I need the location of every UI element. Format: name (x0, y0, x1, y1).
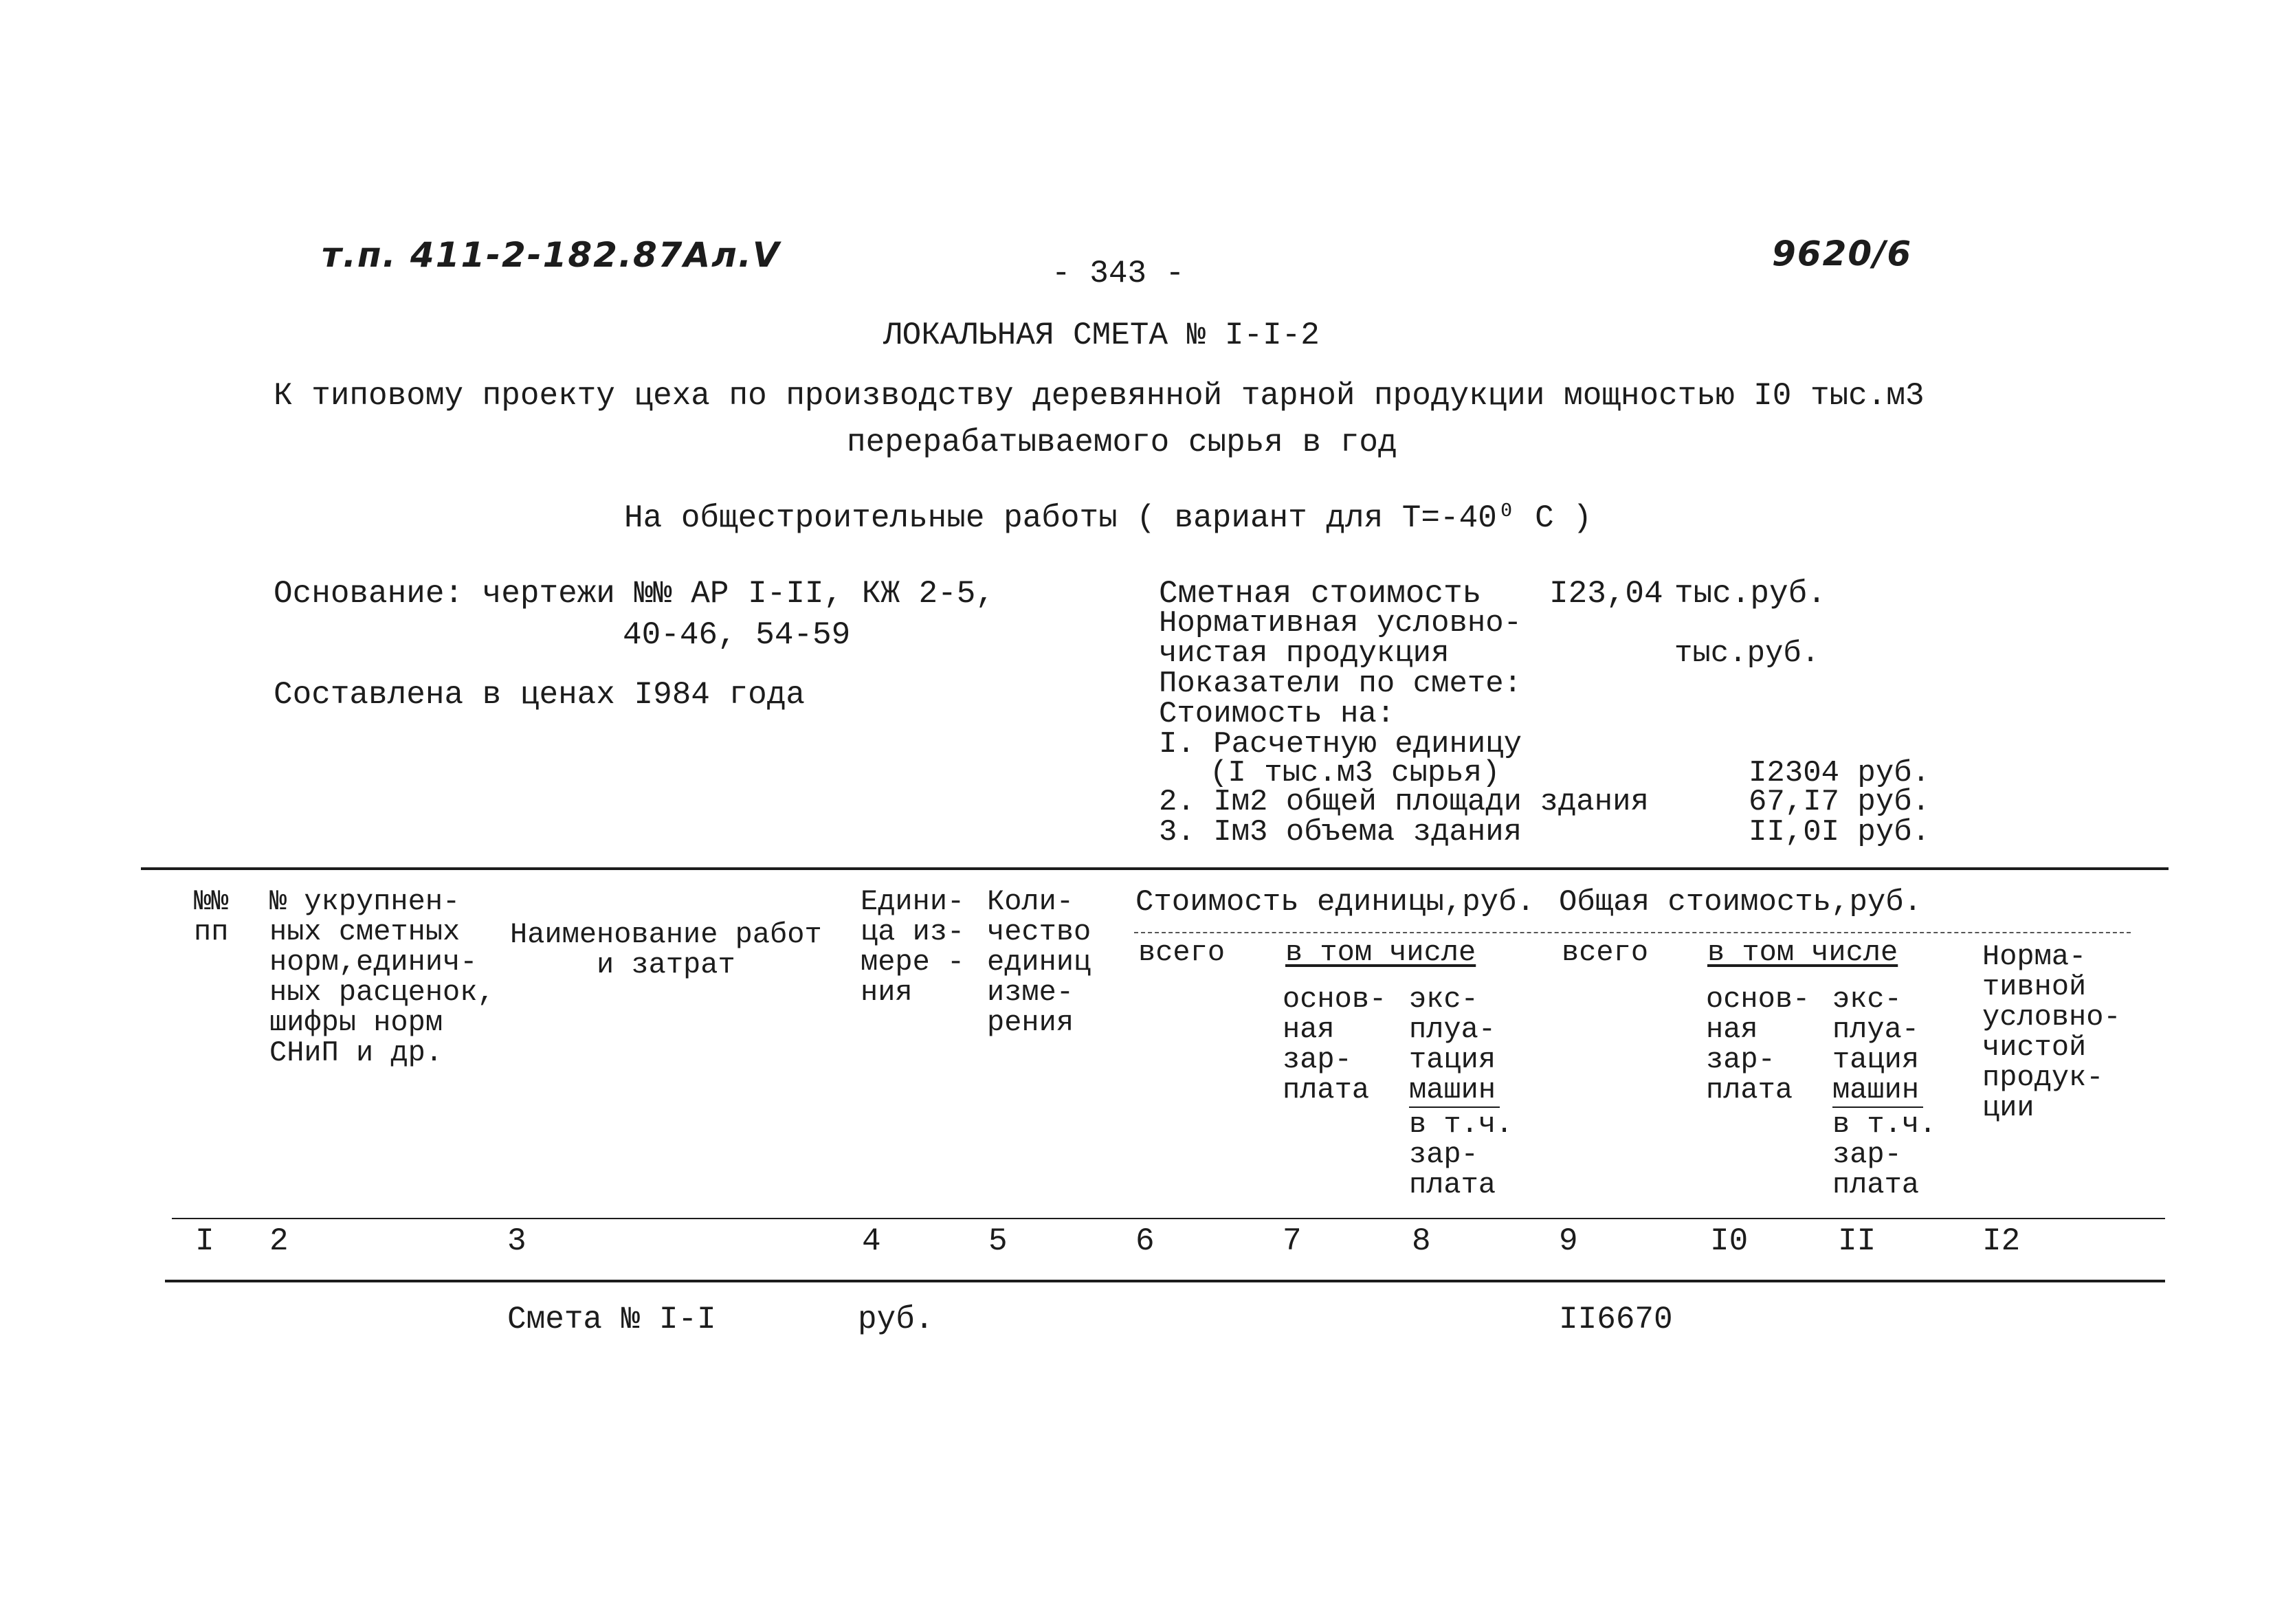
document-title: ЛОКАЛЬНАЯ СМЕТА № I-I-2 (883, 318, 1320, 353)
column-number-1: I (195, 1223, 214, 1259)
header-total-base-salary: основ- ная зар- плата (1706, 983, 1810, 1106)
column-numbers-rule (165, 1280, 2165, 1282)
row-1-name: Смета № I-I (507, 1302, 716, 1337)
header-col-work-name: Наименование работ и затрат (510, 918, 822, 981)
column-number-3: 3 (507, 1223, 526, 1259)
row-1-unit: руб. (858, 1302, 934, 1337)
column-number-11: II (1838, 1223, 1876, 1259)
estimated-cost-value: I23,04 (1549, 576, 1663, 612)
column-number-12: I2 (1982, 1223, 2021, 1259)
header-col-norm-code: № укрупнен- ных сметных норм,единич- ных расценок, шифры норм СНиП и др. (269, 885, 495, 1069)
estimated-cost-label: Сметная стоимость (1159, 576, 1482, 612)
indicator-1-label: I. Расчетную единицу (1159, 727, 1522, 761)
normative-label-2: чистая продукция (1159, 636, 1450, 671)
estimated-cost-unit: тыс.руб. (1674, 576, 1826, 612)
column-number-10: I0 (1710, 1223, 1749, 1259)
header-total-total: всего (1562, 936, 1649, 969)
prices-note: Составлена в ценах I984 года (274, 677, 805, 713)
normative-unit: тыс.руб. (1674, 636, 1820, 671)
basis-label: Основание: чертежи №№ АР I-II, КЖ 2-5, (274, 576, 995, 612)
work-type: На общестроительные работы ( вариант для T=-40⁰ С ) (624, 500, 1592, 536)
indicator-2-value: 67,I7 руб. (1749, 785, 1931, 819)
row-1-total-cost: II6670 (1559, 1302, 1673, 1337)
subtitle-line-1: К типовому проекту цеха по производству деревянной тарной продукции мощностью I0 тыс.м3 (274, 378, 1925, 414)
inventory-number: 9620/6 (1772, 234, 1913, 274)
page-number: - 343 - (1052, 256, 1185, 291)
header-total-incl-salary: в т.ч. зар- плата (1832, 1108, 1937, 1201)
header-unit-machine-operation: экс- плуа- тация машин (1409, 983, 1496, 1106)
column-number-8: 8 (1412, 1223, 1431, 1259)
header-col-normative: Норма- тивной условно- чистой продук- ции (1982, 940, 2121, 1124)
project-code: т.п. 411-2-182.87Ал.V (322, 235, 781, 275)
indicators-label: Показатели по смете: (1159, 667, 1522, 701)
basis-drawings: 40-46, 54-59 (623, 617, 851, 653)
group-header-rule (1134, 932, 2131, 933)
column-number-2: 2 (269, 1223, 289, 1259)
indicator-3-value: II,0I руб. (1749, 815, 1931, 849)
column-number-5: 5 (988, 1223, 1008, 1259)
header-unit-total: всего (1138, 936, 1226, 969)
header-col-number: №№ пп (194, 885, 229, 948)
column-number-4: 4 (862, 1223, 881, 1259)
header-total-cost-group: Общая стоимость,руб. (1559, 885, 1922, 920)
indicator-1-value: I2304 руб. (1749, 756, 1931, 790)
column-number-9: 9 (1559, 1223, 1578, 1259)
header-col-quantity: Коли- чество единиц изме- рения (987, 885, 1091, 1039)
header-unit-incl-salary: в т.ч. зар- плата (1409, 1108, 1514, 1201)
header-col-unit: Едини- ца из- мере - ния (861, 885, 965, 1009)
header-unit-cost-group: Стоимость единицы,руб. (1135, 885, 1535, 920)
column-number-7: 7 (1283, 1223, 1302, 1259)
header-total-machine-operation: экс- плуа- тация машин (1832, 983, 1920, 1106)
cost-per-label: Стоимость на: (1159, 697, 1395, 731)
header-bottom-rule (172, 1218, 2165, 1219)
indicator-1-sublabel: (I тыс.м3 сырья) (1210, 756, 1500, 790)
header-unit-base-salary: основ- ная зар- плата (1283, 983, 1387, 1106)
indicator-3-label: 3. Iм3 объема здания (1159, 815, 1522, 849)
normative-label-1: Нормативная условно- (1159, 606, 1522, 641)
column-number-6: 6 (1135, 1223, 1155, 1259)
subtitle-line-2: перерабатываемого сырья в год (847, 425, 1397, 460)
header-total-including: в том числе (1707, 936, 1898, 969)
table-top-rule (141, 867, 2169, 870)
indicator-2-label: 2. Iм2 общей площади здания (1159, 785, 1649, 819)
header-unit-including: в том числе (1285, 936, 1476, 969)
